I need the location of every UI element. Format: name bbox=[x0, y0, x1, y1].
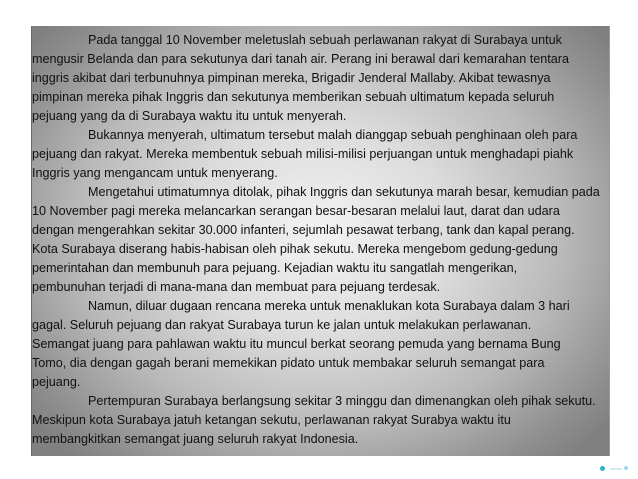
paragraph-3-line-3: dengan mengerahkan sekitar 30.000 infanteri, sejumlah pesawat terbang, tank dan kapal perang. bbox=[32, 223, 575, 237]
paragraph-3-line-2: 10 November pagi mereka melancarkan serangan besar-besaran melalui laut, darat dan udara bbox=[32, 204, 560, 218]
accent-dot-small-icon bbox=[624, 466, 628, 470]
paragraph-1-line-5: pejuang yang da di Surabaya waktu itu untuk menyerah. bbox=[32, 109, 347, 123]
paragraph-3-line-6: pembunuhan terjadi di mana-mana dan membuat para pejuang terdesak. bbox=[32, 280, 441, 294]
paragraph-1-line-2: mengusir Belanda dan para sekutunya dari tanah air. Perang ini berawal dari kemarahan tentara bbox=[32, 52, 569, 66]
paragraph-5-line-1: Pertempuran Surabaya berlangsung sekitar 3 minggu dan dimenangkan oleh pihak sekutu. bbox=[88, 394, 596, 408]
paragraph-4-line-2: gagal. Seluruh pejuang dan rakyat Surabaya turun ke jalan untuk melakukan perlawanan. bbox=[32, 318, 532, 332]
paragraph-1-line-1: Pada tanggal 10 November meletuslah sebuah perlawanan rakyat di Surabaya untuk bbox=[88, 33, 562, 47]
paragraph-3-line-1: Mengetahui utimatumnya ditolak, pihak Inggris dan sekutunya marah besar, kemudian pada bbox=[88, 185, 600, 199]
paragraph-3-line-5: pemerintahan dan membunuh para pejuang. Kejadian waktu itu sangatlah mengerikan, bbox=[32, 261, 518, 275]
accent-line-decoration bbox=[610, 468, 622, 470]
paragraph-1-line-4: pimpinan mereka pihak Inggris dan sekutunya memberikan sebuah ultimatum kepada seluruh bbox=[32, 90, 555, 104]
paragraph-5-line-2: Meskipun kota Surabaya jatuh ketangan sekutu, perlawanan rakyat Surabya waktu itu bbox=[32, 413, 511, 427]
paragraph-4-line-4: Tomo, dia dengan gagah berani memekikan pidato untuk membakar seluruh semangat para bbox=[32, 356, 545, 370]
paragraph-2-line-1: Bukannya menyerah, ultimatum tersebut malah dianggap sebuah penghinaan oleh para bbox=[88, 128, 578, 142]
paragraph-2-line-2: pejuang dan rakyat. Mereka membentuk sebuah milisi-milisi perjuangan untuk menghadapi piahk bbox=[32, 147, 574, 161]
paragraph-2-line-3: Inggris yang mengancam untuk menyerang. bbox=[32, 166, 278, 180]
paragraph-1-line-3: inggris akibat dari terbunuhnya pimpinan mereka, Brigadir Jenderal Mallaby. Akibat tewasnya bbox=[32, 71, 551, 85]
paragraph-5-line-3: membangkitkan semangat juang seluruh rakyat Indonesia. bbox=[32, 432, 359, 446]
paragraph-3-line-4: Kota Surabaya diserang habis-habisan oleh pihak sekutu. Mereka mengebom gedung-gedung bbox=[32, 242, 558, 256]
paragraph-4-line-5: pejuang. bbox=[32, 375, 81, 389]
paragraph-4-line-3: Semangat juang para pahlawan waktu itu muncul berkat seorang pemuda yang bernama Bung bbox=[32, 337, 561, 351]
accent-dot-icon bbox=[600, 466, 605, 471]
paragraph-4-line-1: Namun, diluar dugaan rencana mereka untuk menaklukan kota Surabaya dalam 3 hari bbox=[88, 299, 570, 313]
